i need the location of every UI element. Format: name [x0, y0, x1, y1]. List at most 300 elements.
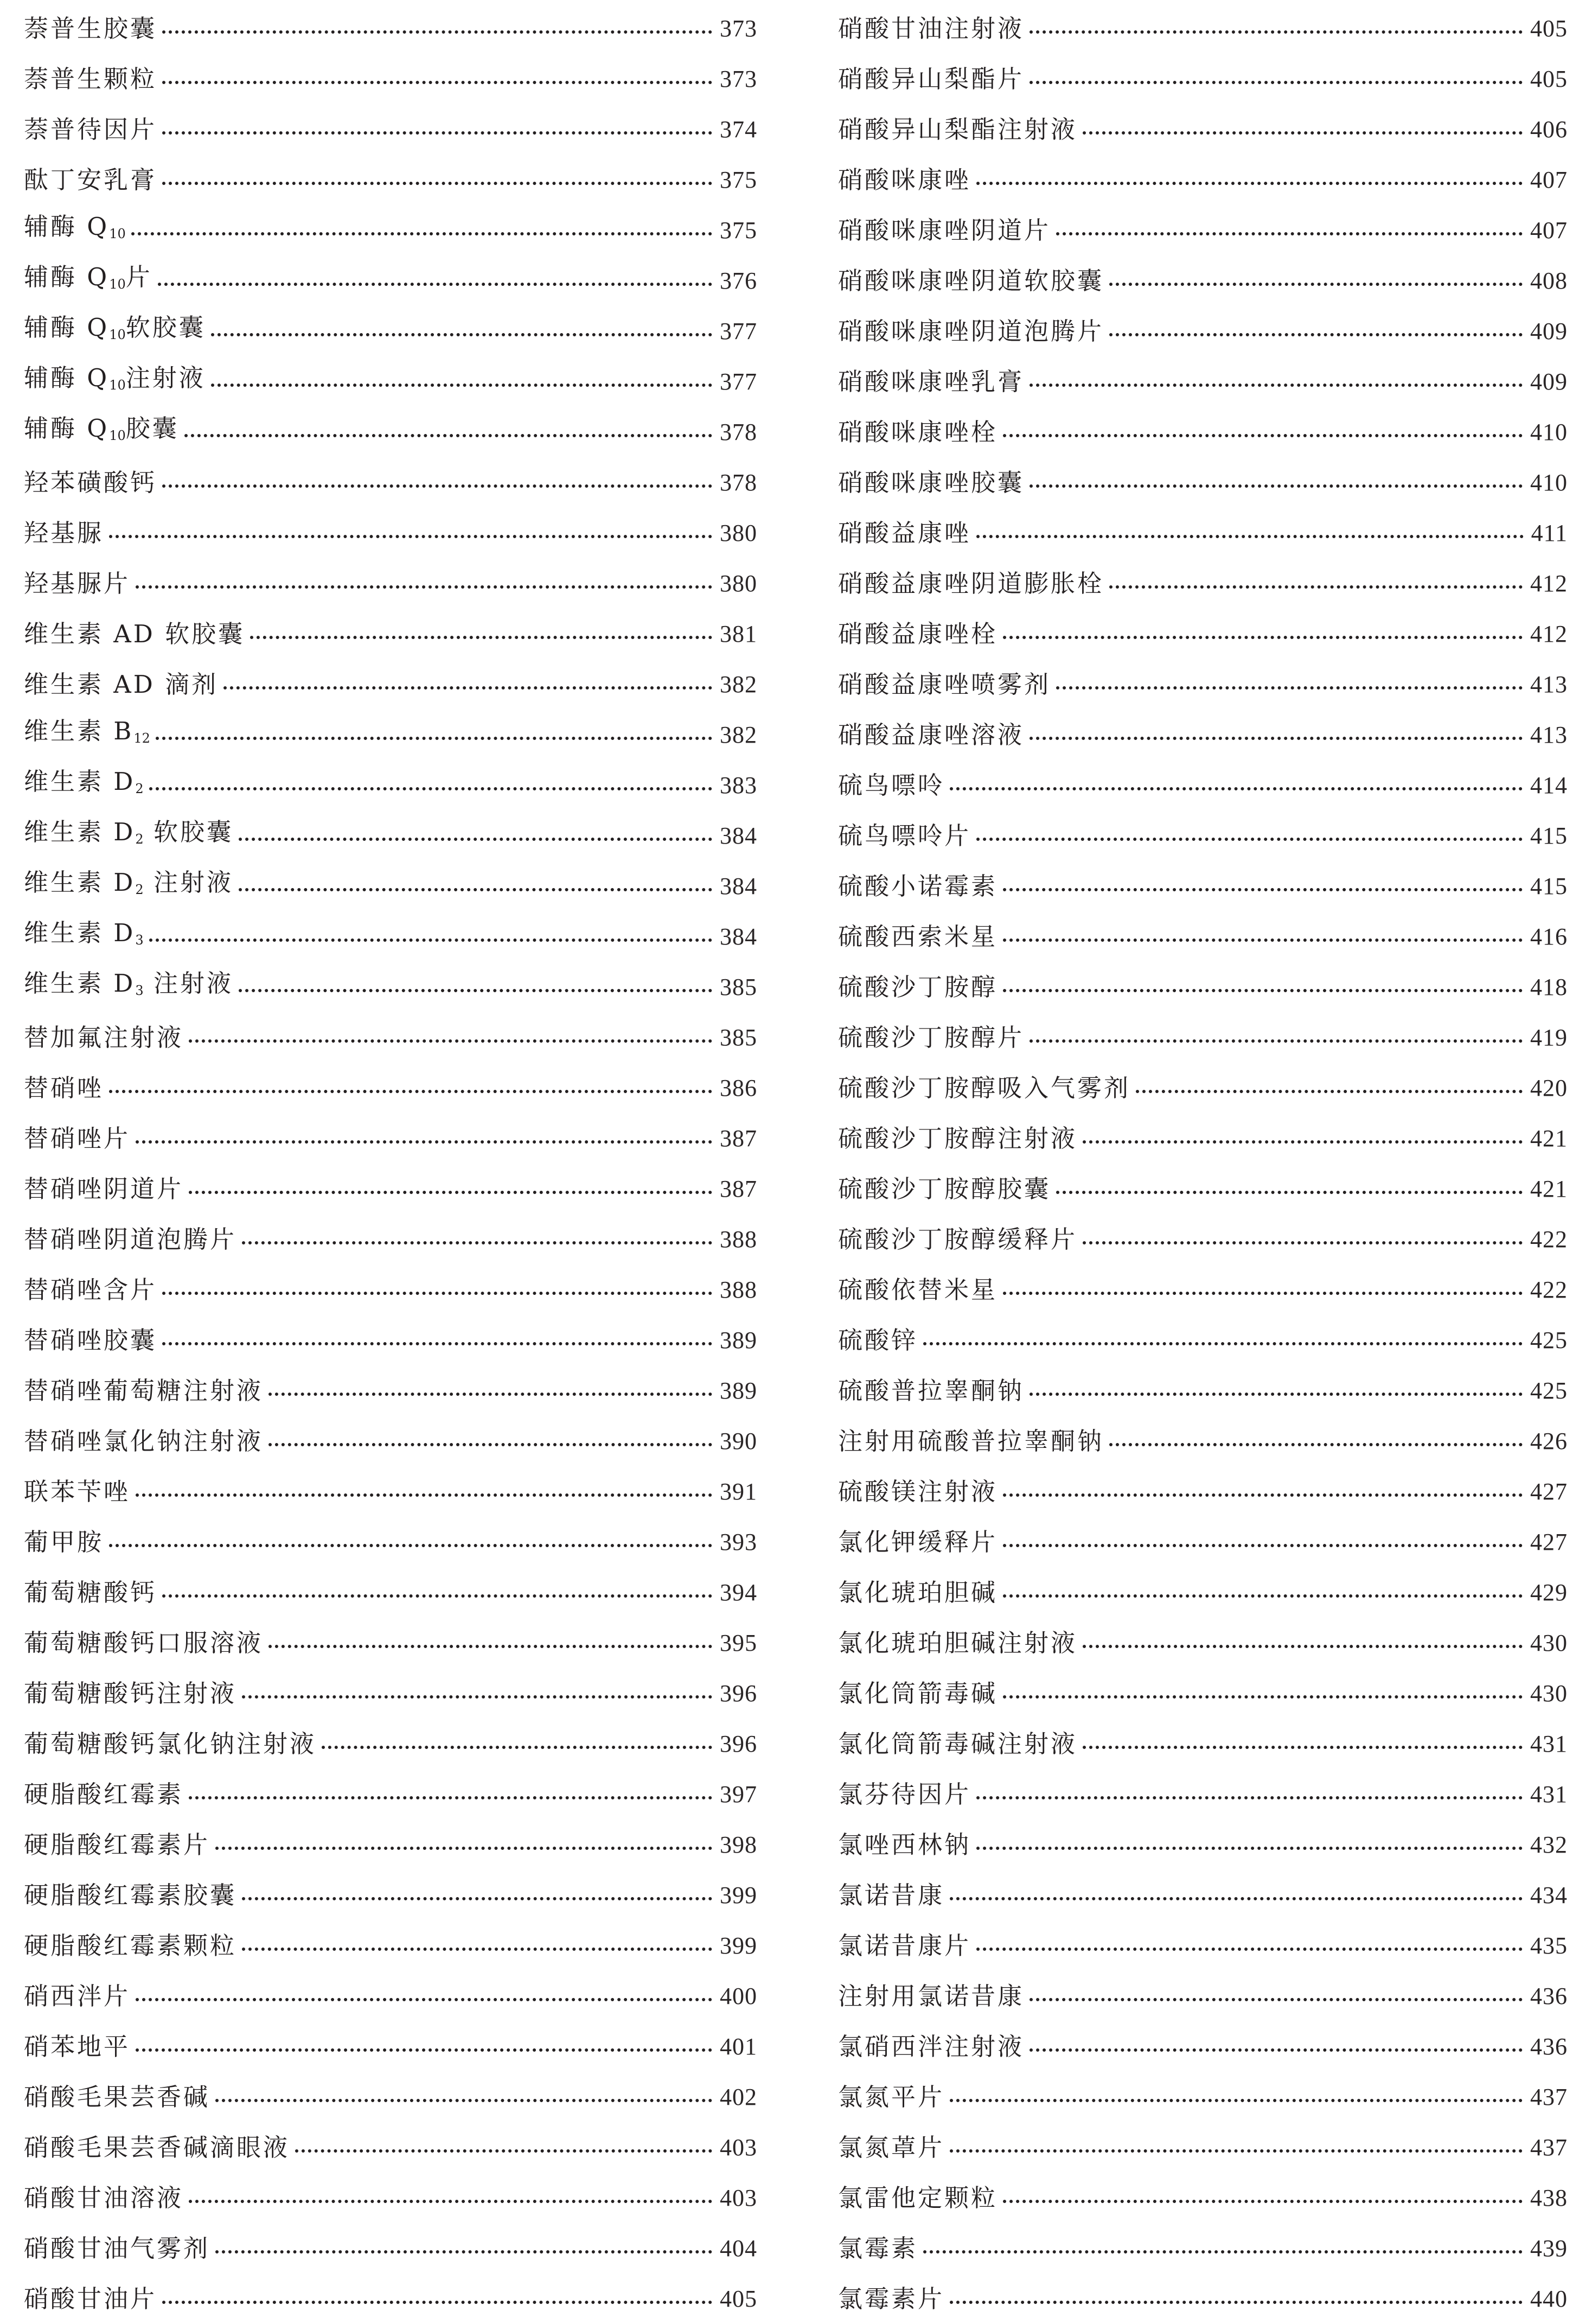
dot-leader: [109, 1090, 712, 1093]
entry-name: [838, 659, 1051, 710]
entry-page-number: 439: [1530, 2235, 1568, 2262]
entry-name: [24, 353, 206, 411]
dot-leader: [162, 2301, 712, 2304]
entry-page-number: 437: [1530, 2084, 1568, 2110]
index-entry: [24, 1012, 757, 1063]
entry-name-text: 注射用硫酸普拉睾酮钠: [838, 1427, 1104, 1455]
dot-leader: [1003, 636, 1523, 639]
entry-name-text: 维生素 B: [24, 717, 134, 745]
index-entry: [838, 1466, 1568, 1517]
index-entry: [838, 710, 1568, 760]
index-entry: [838, 3, 1568, 54]
entry-page-number: 382: [720, 671, 757, 698]
entry-name: [838, 2122, 944, 2173]
entry-name-text: 葡甲胺: [24, 1528, 104, 1556]
entry-name: [838, 2021, 1024, 2072]
index-entry: [838, 1416, 1568, 1466]
entry-name-text: 氯硝西泮注射液: [838, 2032, 1025, 2061]
dot-leader: [1030, 737, 1523, 740]
index-entry: [838, 2122, 1568, 2173]
dot-leader: [189, 1191, 712, 1194]
entry-name-text: 硫酸镁注射液: [838, 1477, 998, 1506]
dot-leader: [162, 1594, 712, 1598]
dot-leader: [242, 1948, 712, 1951]
entry-name: [838, 1668, 998, 1719]
entry-page-number: 384: [720, 923, 757, 950]
entry-name-text: 氯化琥珀胆碱: [838, 1578, 998, 1607]
entry-name: [838, 3, 1024, 54]
entry-page-number: 382: [720, 722, 757, 748]
entry-name-text: 硬脂酸红霉素片: [24, 1830, 210, 1859]
entry-page-number: 373: [720, 66, 757, 92]
index-entry: [24, 861, 757, 911]
index-entry: [24, 1365, 757, 1416]
entry-name-text: 氯霉素: [838, 2234, 918, 2263]
entry-name: [24, 1668, 236, 1719]
index-entry: [24, 962, 757, 1012]
entry-name-text: 葡萄糖酸钙: [24, 1578, 157, 1607]
entry-name: [838, 457, 1024, 508]
entry-name: [838, 407, 998, 457]
entry-subscript: 12: [133, 731, 150, 746]
entry-page-number: 432: [1530, 1831, 1568, 1858]
dot-leader: [162, 182, 712, 185]
entry-page-number: 375: [720, 217, 757, 244]
entry-name: [24, 1517, 104, 1567]
index-entry: [24, 1618, 757, 1668]
index-entry: [24, 659, 757, 710]
entry-name-text: 氯唑西林钠: [838, 1830, 971, 1859]
index-entry: [24, 1971, 757, 2021]
entry-name-text: 替硝唑含片: [24, 1275, 157, 1304]
entry-page-number: 410: [1530, 419, 1568, 445]
index-entry: [838, 356, 1568, 407]
dot-leader: [1083, 1241, 1523, 1244]
entry-name-text: 硝酸益康唑阴道膨胀栓: [838, 569, 1104, 598]
entry-page-number: 415: [1530, 873, 1568, 899]
entry-page-number: 416: [1530, 923, 1568, 950]
entry-page-number: 426: [1530, 1428, 1568, 1454]
entry-name: [838, 306, 1104, 356]
entry-name-text: 硫酸沙丁胺醇缓释片: [838, 1225, 1078, 1254]
dot-leader: [950, 1897, 1523, 1900]
entry-name-text: 羟基脲片: [24, 569, 131, 598]
entry-name-text: 萘普生胶囊: [24, 14, 157, 43]
entry-name: [838, 861, 998, 911]
entry-page-number: 377: [720, 368, 757, 395]
dot-leader: [1003, 1544, 1523, 1547]
entry-name-text: 氯氮平片: [838, 2083, 945, 2111]
index-entry: [24, 1920, 757, 1971]
entry-name-text: 葡萄糖酸钙氯化钠注射液: [24, 1729, 317, 1758]
entry-page-number: 399: [720, 1932, 757, 1959]
entry-page-number: 436: [1530, 1983, 1568, 2009]
entry-page-number: 422: [1530, 1276, 1568, 1303]
entry-name: [838, 1719, 1077, 1769]
entry-name-text: 氯化钾缓释片: [838, 1528, 998, 1556]
entry-page-number: 385: [720, 974, 757, 1000]
dot-leader: [1109, 283, 1523, 286]
index-entry: [24, 609, 757, 659]
entry-name: [24, 1618, 263, 1668]
dot-leader: [268, 1443, 712, 1446]
index-entry: [24, 256, 757, 306]
entry-name: [24, 1819, 210, 1870]
index-entry: [24, 1819, 757, 1870]
entry-name: [838, 54, 1024, 104]
dot-leader: [242, 1241, 712, 1244]
entry-name: [24, 201, 126, 259]
entry-page-number: 397: [720, 1781, 757, 1808]
entry-page-number: 406: [1530, 116, 1568, 143]
entry-name-text: 硝酸咪康唑栓: [838, 418, 998, 446]
entry-name-suffix: 软胶囊: [143, 818, 233, 846]
entry-page-number: 405: [720, 2285, 757, 2312]
entry-name: [838, 2223, 918, 2274]
entry-page-number: 378: [720, 419, 757, 445]
entry-page-number: 427: [1530, 1478, 1568, 1505]
entry-page-number: 427: [1530, 1529, 1568, 1555]
dot-leader: [1003, 434, 1523, 437]
entry-name-text: 替硝唑葡萄糖注射液: [24, 1376, 264, 1405]
entry-name: [24, 1365, 263, 1416]
index-entry: [838, 104, 1568, 155]
dot-leader: [950, 2149, 1523, 2153]
entry-page-number: 431: [1530, 1731, 1568, 1757]
entry-name-text: 硬脂酸红霉素颗粒: [24, 1931, 237, 1960]
dot-leader: [136, 585, 712, 589]
entry-page-number: 413: [1530, 671, 1568, 698]
entry-name-text: 硫酸沙丁胺醇胶囊: [838, 1174, 1051, 1203]
entry-name: [24, 558, 130, 609]
entry-name-text: 维生素 AD 滴剂: [24, 670, 219, 699]
entry-page-number: 403: [720, 2134, 757, 2161]
entry-page-number: 430: [1530, 1680, 1568, 1707]
dot-leader: [268, 1645, 712, 1648]
dot-leader: [1083, 1140, 1523, 1144]
entry-name: [24, 3, 157, 54]
entry-name-text: 硫酸沙丁胺醇注射液: [838, 1124, 1078, 1153]
index-entry: [24, 760, 757, 810]
index-entry: [24, 1063, 757, 1113]
index-entry: [24, 1315, 757, 1365]
entry-name-text: 硝酸咪康唑胶囊: [838, 468, 1025, 497]
entry-name: [24, 1466, 130, 1517]
entry-name-text: 硝酸咪康唑阴道软胶囊: [838, 266, 1104, 295]
entry-page-number: 410: [1530, 469, 1568, 496]
entry-name-text: 硝酸咪康唑阴道泡腾片: [838, 317, 1104, 346]
entry-page-number: 409: [1530, 368, 1568, 395]
index-entry: [838, 1819, 1568, 1870]
entry-name: [838, 1164, 1051, 1214]
index-entry: [838, 1870, 1568, 1920]
entry-name: [838, 356, 1024, 407]
dot-leader: [109, 535, 712, 538]
entry-name-text: 维生素 D: [24, 818, 136, 846]
entry-name-text: 硬脂酸红霉素: [24, 1780, 184, 1809]
entry-name: [838, 1012, 1024, 1063]
index-entry: [24, 1719, 757, 1769]
dot-leader: [215, 2099, 712, 2102]
index-entry: [838, 760, 1568, 810]
entry-name: [24, 1920, 236, 1971]
entry-name: [24, 252, 152, 310]
entry-page-number: 387: [720, 1125, 757, 1152]
entry-page-number: 403: [720, 2185, 757, 2211]
entry-name: [838, 104, 1077, 155]
entry-name: [24, 1769, 183, 1819]
dot-leader: [1083, 1746, 1523, 1749]
entry-name-text: 硝酸益康唑栓: [838, 620, 998, 648]
entry-name: [838, 256, 1104, 306]
dot-leader: [156, 737, 712, 740]
index-entry: [24, 558, 757, 609]
entry-page-number: 402: [720, 2084, 757, 2110]
entry-page-number: 409: [1530, 318, 1568, 344]
index-entry: [838, 1618, 1568, 1668]
entry-page-number: 388: [720, 1276, 757, 1303]
index-entry: [24, 1668, 757, 1719]
dot-leader: [268, 1393, 712, 1396]
entry-name: [838, 205, 1051, 256]
entry-name: [24, 1870, 236, 1920]
entry-page-number: 435: [1530, 1932, 1568, 1959]
entry-page-number: 405: [1530, 15, 1568, 42]
index-entry: [24, 1164, 757, 1214]
entry-name-text: 硝酸异山梨酯注射液: [838, 115, 1078, 144]
dot-leader: [239, 838, 712, 841]
entry-name: [838, 1870, 944, 1920]
entry-name-text: 氯化筒箭毒碱注射液: [838, 1729, 1078, 1758]
index-entry: [24, 508, 757, 558]
index-entry: [838, 1164, 1568, 1214]
dot-leader: [1003, 1493, 1523, 1497]
dot-leader: [223, 686, 712, 689]
index-entry: [838, 659, 1568, 710]
index-entry: [838, 558, 1568, 609]
entry-name: [838, 1567, 998, 1618]
entry-name: [24, 1416, 263, 1466]
entry-page-number: 389: [720, 1377, 757, 1404]
index-entry: [838, 1012, 1568, 1063]
entry-name: [24, 908, 144, 966]
entry-name: [24, 2223, 210, 2274]
dot-leader: [189, 1039, 712, 1043]
entry-name: [24, 1971, 130, 2021]
index-entry: [24, 1214, 757, 1265]
entry-name-text: 硫鸟嘌呤: [838, 771, 945, 800]
entry-name: [24, 457, 157, 508]
entry-page-number: 418: [1530, 974, 1568, 1000]
entry-name-text: 辅酶 Q: [24, 414, 110, 443]
entry-name-text: 维生素 D: [24, 868, 136, 897]
entry-subscript: 3: [135, 983, 144, 998]
dot-leader: [211, 384, 712, 387]
index-entry: [24, 54, 757, 104]
entry-name-text: 替硝唑片: [24, 1124, 131, 1153]
entry-name-text: 辅酶 Q: [24, 263, 110, 291]
index-entry: [24, 205, 757, 256]
entry-page-number: 374: [720, 116, 757, 143]
dot-leader: [1003, 989, 1523, 992]
entry-name: [838, 1971, 1024, 2021]
entry-name: [838, 2173, 998, 2223]
entry-page-number: 421: [1530, 1125, 1568, 1152]
entry-subscript: 10: [109, 327, 126, 342]
index-entry: [24, 710, 757, 760]
entry-name: [24, 659, 218, 710]
index-column-left: [24, 0, 757, 2320]
index-entry: [838, 407, 1568, 457]
entry-page-number: 404: [720, 2235, 757, 2262]
index-entry: [24, 2223, 757, 2274]
dot-leader: [1030, 81, 1523, 84]
dot-leader: [158, 283, 712, 286]
index-entry: [24, 1870, 757, 1920]
entry-name: [24, 1265, 157, 1315]
dot-leader: [239, 888, 712, 891]
dot-leader: [976, 1796, 1523, 1799]
entry-name: [24, 706, 150, 764]
index-entry: [838, 1365, 1568, 1416]
entry-page-number: 384: [720, 873, 757, 899]
index-entry: [838, 861, 1568, 911]
dot-leader: [1136, 1090, 1523, 1093]
entry-name-text: 替硝唑氯化钠注射液: [24, 1427, 264, 1455]
index-entry: [838, 1315, 1568, 1365]
index-entry: [24, 407, 757, 457]
dot-leader: [1030, 2048, 1523, 2052]
entry-name-suffix: 注射液: [143, 868, 233, 897]
entry-name-text: 硬脂酸红霉素胶囊: [24, 1881, 237, 1910]
entry-page-number: 413: [1530, 722, 1568, 748]
dot-leader: [976, 838, 1523, 841]
dot-leader: [1003, 938, 1523, 942]
entry-page-number: 373: [720, 15, 757, 42]
entry-name: [24, 2072, 210, 2122]
dot-leader: [950, 2301, 1523, 2304]
entry-name: [838, 1416, 1104, 1466]
entry-subscript: 3: [135, 933, 144, 948]
entry-name-text: 葡萄糖酸钙注射液: [24, 1679, 237, 1708]
entry-page-number: 422: [1530, 1226, 1568, 1253]
entry-page-number: 440: [1530, 2285, 1568, 2312]
entry-name: [24, 2173, 183, 2223]
entry-page-number: 375: [720, 167, 757, 193]
entry-name-text: 辅酶 Q: [24, 313, 110, 342]
entry-name: [24, 1063, 104, 1113]
entry-name-text: 氯化琥珀胆碱注射液: [838, 1629, 1078, 1657]
dot-leader: [1030, 30, 1523, 34]
entry-name: [838, 1315, 918, 1365]
entry-name: [838, 710, 1024, 760]
entry-name-text: 氯芬待因片: [838, 1780, 971, 1809]
entry-name-text: 萘普生颗粒: [24, 65, 157, 93]
entry-name-text: 硝酸甘油气雾剂: [24, 2234, 210, 2263]
entry-page-number: 384: [720, 822, 757, 849]
index-entry: [838, 2072, 1568, 2122]
entry-name: [838, 1920, 971, 1971]
entry-name-text: 硝酸异山梨酯片: [838, 65, 1025, 93]
entry-name: [838, 508, 971, 558]
entry-page-number: 405: [1530, 66, 1568, 92]
index-entry: [838, 962, 1568, 1012]
index-entry: [24, 2173, 757, 2223]
dot-leader: [295, 2149, 712, 2153]
entry-name-text: 辅酶 Q: [24, 212, 110, 241]
index-entry: [24, 1517, 757, 1567]
entry-page-number: 396: [720, 1731, 757, 1757]
entry-page-number: 407: [1530, 167, 1568, 193]
dot-leader: [162, 484, 712, 488]
entry-page-number: 390: [720, 1428, 757, 1454]
entry-page-number: 386: [720, 1075, 757, 1101]
entry-page-number: 385: [720, 1024, 757, 1051]
dot-leader: [1030, 1039, 1523, 1043]
dot-leader: [976, 182, 1523, 185]
entry-page-number: 383: [720, 772, 757, 799]
entry-name: [838, 609, 998, 659]
index-entry: [24, 911, 757, 962]
entry-page-number: 381: [720, 621, 757, 647]
entry-page-number: 431: [1530, 1781, 1568, 1808]
entry-page-number: 408: [1530, 267, 1568, 294]
entry-name-text: 硝酸益康唑: [838, 519, 971, 547]
index-entry: [24, 306, 757, 356]
entry-name-text: 硫酸沙丁胺醇吸入气雾剂: [838, 1074, 1131, 1102]
dot-leader: [923, 2250, 1523, 2253]
entry-name-text: 替硝唑阴道片: [24, 1174, 184, 1203]
entry-page-number: 376: [720, 267, 757, 294]
entry-name: [24, 2274, 157, 2324]
entry-name-text: 联苯苄唑: [24, 1477, 131, 1506]
entry-name-text: 硝酸毛果芸香碱滴眼液: [24, 2133, 290, 2162]
entry-name: [838, 1063, 1130, 1113]
entry-name-text: 维生素 AD 软胶囊: [24, 620, 245, 648]
index-entry: [838, 155, 1568, 205]
dot-leader: [976, 535, 1524, 538]
entry-name-text: 硫酸西索米星: [838, 922, 998, 951]
index-entry: [838, 810, 1568, 861]
dot-leader: [215, 2250, 712, 2253]
entry-name: [24, 807, 233, 865]
index-entry: [838, 1920, 1568, 1971]
entry-page-number: 438: [1530, 2185, 1568, 2211]
entry-name: [24, 857, 233, 915]
entry-name-text: 羟苯磺酸钙: [24, 468, 157, 497]
entry-name-text: 葡萄糖酸钙口服溶液: [24, 1629, 264, 1657]
entry-name-text: 硝酸咪康唑阴道片: [838, 216, 1051, 245]
entry-name: [838, 1517, 998, 1567]
entry-name-text: 硫酸沙丁胺醇片: [838, 1023, 1025, 1052]
dot-leader: [149, 938, 712, 942]
dot-leader: [1003, 2200, 1523, 2203]
dot-leader: [239, 989, 712, 992]
dot-leader: [149, 787, 712, 790]
dot-leader: [162, 30, 712, 34]
index-entry: [24, 3, 757, 54]
entry-name: [838, 1365, 1024, 1416]
entry-name: [24, 2122, 290, 2173]
dot-leader: [211, 333, 712, 336]
entry-page-number: 437: [1530, 2134, 1568, 2161]
entry-page-number: 396: [720, 1680, 757, 1707]
index-entry: [838, 457, 1568, 508]
entry-name: [24, 155, 157, 205]
entry-name-text: 硝酸咪康唑: [838, 165, 971, 194]
index-entry: [24, 356, 757, 407]
entry-page-number: 434: [1530, 1882, 1568, 1908]
